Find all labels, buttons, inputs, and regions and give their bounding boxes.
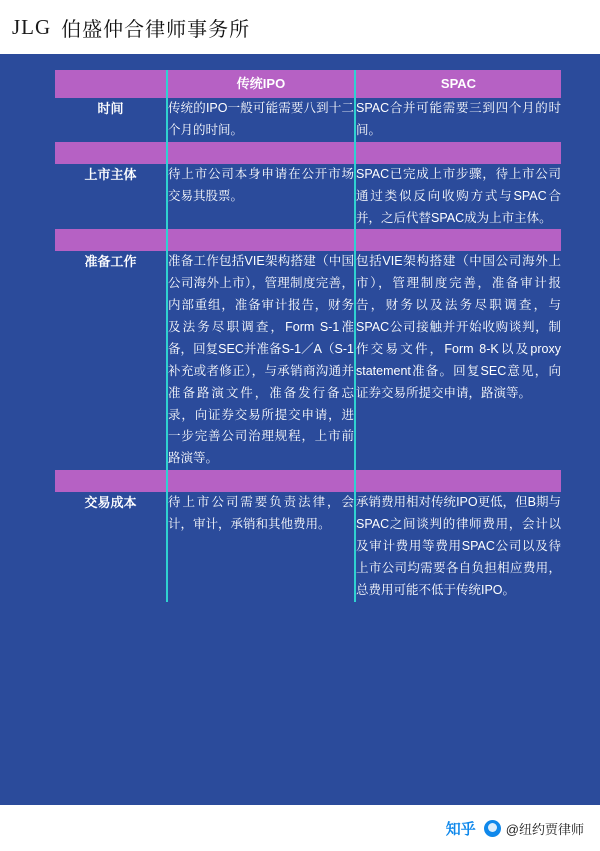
row-label-listing-entity: 上市主体: [55, 164, 167, 230]
page-header: [0, 0, 600, 54]
table-header-row: [55, 70, 561, 98]
firm-logo-mark: JLG: [12, 14, 52, 39]
table-divider: [55, 470, 561, 492]
row-label-preparation: 准备工作: [55, 251, 167, 470]
divider-cell-spac: [355, 142, 561, 164]
table-header-blank: [55, 70, 167, 98]
row-spac-transaction-cost: 承销费用相对传统IPO更低，但В期与SPAC之间谈判的律师费用，会计以及审计费用等费用SPAC公司以及待上市公司均需要各自负担相应费用，总费用可能不低于传统IPO。: [355, 492, 561, 601]
table-row: [55, 492, 561, 601]
footer-attribution: [446, 818, 584, 839]
firm-name: 伯盛仲合律师事务所: [61, 18, 251, 41]
row-label-transaction-cost: 交易成本: [55, 492, 167, 601]
author-name: @纽约贾律师: [505, 821, 584, 837]
divider-cell-label: [55, 142, 167, 164]
row-spac-time: SPAC合并可能需要三到四个月的时间。: [355, 98, 561, 142]
row-ipo-time: 传统的IPO一般可能需要八到十二个月的时间。: [167, 98, 355, 142]
divider-cell-label: [55, 470, 167, 492]
table-header-ipo: 传统IPO: [167, 70, 355, 98]
divider-cell-ipo: [167, 229, 355, 251]
page-footer: [0, 805, 600, 851]
table-row: [55, 98, 561, 142]
table-header-spac: SPAC: [355, 70, 561, 98]
divider-cell-spac: [355, 470, 561, 492]
table-row: [55, 164, 561, 230]
table-row: [55, 251, 561, 470]
divider-cell-ipo: [167, 470, 355, 492]
row-label-time: 时间: [55, 98, 167, 142]
divider-cell-label: [55, 229, 167, 251]
zhihu-logo: 知乎: [445, 820, 476, 838]
row-ipo-listing-entity: 待上市公司本身申请在公开市场交易其股票。: [167, 164, 355, 230]
table-divider: [55, 229, 561, 251]
row-spac-listing-entity: SPAC已完成上市步骤，待上市公司通过类似反向收购方式与SPAC合并，之后代替SPAC成为上市主体。: [355, 164, 561, 230]
table-divider: [55, 142, 561, 164]
avatar: [484, 820, 501, 837]
comparison-table: [55, 70, 561, 602]
comparison-table-container: [55, 70, 561, 602]
row-ipo-transaction-cost: 待上市公司需要负责法律，会计，审计，承销和其他费用。: [167, 492, 355, 601]
row-spac-preparation: 包括VIE架构搭建（中国公司海外上市），管理制度完善，准备审计报告，财务以及法务尽职调查，与SPAC公司接触并开始收购谈判，制作交易文件，Form 8-K以及proxy statement准备。回复SEC意见，向证券交易所提交申请，路演等。: [355, 251, 561, 470]
row-ipo-preparation: 准备工作包括VIE架构搭建（中国公司海外上市），管理制度完善，内部重组，准备审计报告，财务及法务尽职调查，Form S-1准备，回复SEC并准备S-1／A（S-1补充或者修正），与承销商沟通并准备路演文件，准备发行备忘录，向证券交易所提交申请，进一步完善公司治理规程，上市前路演等。: [167, 251, 355, 470]
divider-cell-spac: [355, 229, 561, 251]
divider-cell-ipo: [167, 142, 355, 164]
